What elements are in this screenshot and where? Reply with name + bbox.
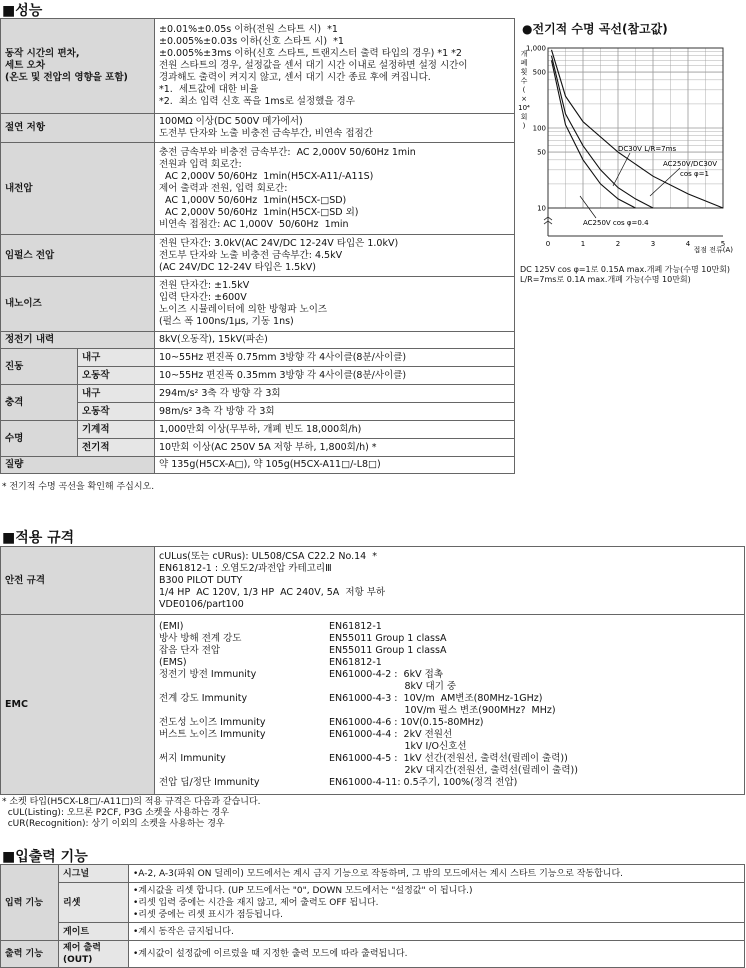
standards-notes: * 소켓 타입(H5CX-L8□/-A11□)의 적용 규격은 다음과 같습니다. cUL(Listing): 오므론 P2CF, P3G 소켓을 사용하는 경우 cUR(Recognition): 상기 이외의 소켓을 사용하는 경우	[2, 797, 261, 829]
life-sub-electrical: 전기적	[78, 439, 155, 457]
y-label-char: 개	[520, 50, 528, 58]
deviation-value: ±0.01%±0.05s 이하(전원 스타트 시) *1 ±0.005%±0.03s 이하(신호 스타트 시) *1 ±0.005%±3ms 이하(신호 스타트, 트랜지스터 출력 타입의 경우) *1 *2 전원 스타트의 경우, 설정값을 센서 대기 시간 이내로 설정하면 설정 시간이 경과해도 출력이 켜지지 않고, 센서 대기 시간 종료 후에 켜집니다. *1. 세트값에 대한 비율 *2. 최소 입력 신호 폭을 1ms로 설정했을 경우	[155, 19, 515, 114]
safety-value: cULus(또는 cURus): UL508/CSA C22.2 No.14 * EN61812-1 : 오염도2/과전압 카테고리Ⅲ B300 PILOT DUTY 1/4 HP AC 120V, 1/3 HP AC 240V, 5A 저항 부하 VDE0106/part100	[155, 547, 745, 615]
gate-label: 게이트	[59, 923, 129, 941]
output-function-label: 출력 기능	[1, 941, 59, 968]
weight-value: 약 135g(H5CX-A□), 약 105g(H5CX-A11□/-L8□)	[155, 457, 515, 474]
y-tick-label: 1,000	[525, 44, 546, 53]
leader-line-ac250-cos04	[580, 196, 596, 218]
noise-label: 내노이즈	[1, 277, 155, 332]
emc-label: EMC	[1, 615, 155, 795]
vibration-label: 진동	[1, 349, 78, 385]
control-output-value: •계시값이 설정값에 이르렀을 때 지정한 출력 모드에 따라 출력됩니다.	[129, 941, 745, 968]
standards-title: ■적용 규격	[2, 530, 75, 546]
shock-durability-value: 294m/s² 3축 각 방향 각 3회	[155, 385, 515, 403]
y-label-char: 횟	[520, 68, 528, 76]
y-tick-label: 10	[537, 204, 546, 213]
deviation-label: 동작 시간의 편차, 세트 오차 (온도 및 전압의 영향을 포함)	[1, 19, 155, 114]
standards-table	[0, 546, 745, 795]
chart-title: ●전기적 수명 곡선(참고값)	[522, 22, 668, 36]
input-function-label: 입력 기능	[1, 865, 59, 941]
life-curve-chart	[518, 36, 744, 292]
curve-label-ac250-cos04: AC250V cos φ=0.4	[583, 219, 649, 227]
shock-malfunction-value: 98m/s² 3축 각 방향 각 3회	[155, 403, 515, 421]
safety-label: 안전 규격	[1, 547, 155, 615]
y-label-char: 수	[520, 77, 528, 85]
life-label: 수명	[1, 421, 78, 457]
x-tick-label: 2	[615, 240, 621, 248]
chart-grid	[544, 48, 723, 236]
leader-line-ac250-dc30	[650, 168, 680, 196]
dielectric-label: 내전압	[1, 143, 155, 235]
performance-footnote: * 전기적 수명 곡선을 확인해 주십시오.	[2, 482, 155, 492]
x-tick-label: 1	[580, 240, 586, 248]
vibration-sub-malfunction: 오동작	[78, 367, 155, 385]
life-electrical-value: 10만회 이상(AC 250V 5A 저항 부하, 1,800회/h) *	[155, 439, 515, 457]
x-tick-label: 4	[685, 240, 691, 248]
performance-table	[0, 18, 515, 474]
vibration-malfunction-value: 10~55Hz 편진폭 0.35mm 3방향 각 4사이클(8분/사이클)	[155, 367, 515, 385]
weight-label: 질량	[1, 457, 155, 474]
y-label-char: ×	[521, 95, 527, 103]
reset-label: 리셋	[59, 883, 129, 923]
control-output-label: 제어 출력(OUT)	[59, 941, 129, 968]
insulation-label: 절연 저항	[1, 114, 155, 143]
chart-notes: DC 125V cos φ=1로 0.15A max.개폐 가능(수명 10만회) L/R=7ms로 0.1A max.개폐 가능(수명 10만회)	[520, 265, 731, 284]
impulse-label: 임펄스 전압	[1, 235, 155, 277]
reset-value: •계시값을 리셋 합니다. (UP 모드에서는 "0", DOWN 모드에서는 "설정값" 이 됩니다.) •리셋 입력 중에는 시간을 재지 않고, 제어 출력도 OFF 됩니다. •리셋 중에는 리셋 표시가 점등됩니다.	[129, 883, 745, 923]
y-label-char: 폐	[520, 59, 528, 67]
curve-label-cos1: cos φ=1	[680, 170, 709, 178]
chart-curves	[552, 50, 724, 218]
shock-label: 충격	[1, 385, 78, 421]
x-tick-label: 3	[650, 240, 656, 248]
io-table	[0, 864, 745, 968]
esd-label: 정전기 내력	[1, 332, 155, 349]
signal-value: •A-2, A-3(파워 ON 딜레이) 모드에서는 계시 금지 기능으로 작동하며, 그 밖의 모드에서는 계시 스타트 기능으로 작동합니다.	[129, 865, 745, 883]
curve-label-dc30: DC30V L/R=7ms	[618, 145, 677, 153]
shock-sub-durability: 내구	[78, 385, 155, 403]
shock-sub-malfunction: 오동작	[78, 403, 155, 421]
performance-title: ■성능	[2, 3, 43, 19]
y-label-char: (	[522, 86, 526, 94]
life-mechanical-value: 1,000만회 이상(무부하, 개폐 빈도 18,000회/h)	[155, 421, 515, 439]
noise-value: 전원 단자간: ±1.5kV 입력 단자간: ±600V 노이즈 시뮬레이터에 의한 방형파 노이즈 (펄스 폭 100ns/1μs, 기동 1ns)	[155, 277, 515, 332]
leader-line-dc30	[613, 153, 630, 186]
io-title: ■입출력 기능	[2, 849, 88, 865]
y-tick-label: 100	[532, 124, 546, 133]
insulation-value: 100MΩ 이상(DC 500V 메가에서) 도전부 단자와 노출 비충전 금속부간, 비연속 접점간	[155, 114, 515, 143]
chart-ylabel	[518, 49, 530, 130]
y-label-char: 회	[520, 113, 528, 121]
series-line-2	[552, 60, 636, 208]
life-sub-mechanical: 기계적	[78, 421, 155, 439]
y-tick-label: 50	[537, 148, 546, 157]
x-tick-label: 0	[545, 240, 551, 248]
curve-label-ac250-dc30: AC250V/DC30V	[663, 160, 718, 168]
series-line-1	[552, 50, 724, 208]
signal-label: 시그널	[59, 865, 129, 883]
vibration-sub-durability: 내구	[78, 349, 155, 367]
chart-xlabel: 접점 전류(A)	[693, 246, 733, 254]
gate-value: •계시 동작은 금지됩니다.	[129, 923, 745, 941]
x-tick-label: 5	[720, 240, 726, 248]
vibration-durability-value: 10~55Hz 편진폭 0.75mm 3방향 각 4사이클(8분/사이클)	[155, 349, 515, 367]
emc-value: (EMI) EN61812-1 방사 방해 전계 강도 EN55011 Group 1 classA 잡음 단자 전압 EN55011 Group 1 classA (EMS) EN61812-1 정전기 방전 Immunity EN61000-4-2 : 6kV 접촉 8kV 대기 중 전계 강도 Immunity EN61000-4-3 : 10V/m AM변조(80MHz-1GHz) 10V/m 펄스 변조(900MHz? MHz) 전도성 노이즈 Immunity EN61000-4-6 : 10V(0.15-80MHz) 버스트 노이즈 Immunity EN61000-4-4 : 2kV 전원선 1kV I/O신호선 써지 Immunity EN61000-4-5 : 1kV 선간(전원선, 출력선(릴레이 출력)) 2kV 대지간(전원선, 출력선(릴레이 출력)) 전압 딥/정단 Immunity EN61000-4-11: 0.5주기, 100%(정격 전압)	[155, 615, 745, 795]
impulse-value: 전원 단자간: 3.0kV(AC 24V/DC 12-24V 타입은 1.0kV) 전도부 단자와 노출 비충전 금속부간: 4.5kV (AC 24V/DC 12-24V 타입은 1.5kV)	[155, 235, 515, 277]
y-label-char: )	[522, 122, 526, 130]
esd-value: 8kV(오동작), 15kV(파손)	[155, 332, 515, 349]
y-tick-label: 500	[532, 68, 546, 77]
dielectric-value: 충전 금속부와 비충전 금속부간: AC 2,000V 50/60Hz 1min 전원과 입력 회로간: AC 2,000V 50/60Hz 1min(H5CX-A11/-A11S) 제어 출력과 전원, 입력 회로간: AC 1,000V 50/60Hz 1min(H5CX-□SD) AC 2,000V 50/60Hz 1min(H5CX-□SD 외) 비연속 접점간: AC 1,000V 50/60Hz 1min	[155, 143, 515, 235]
y-label-char: 10⁴	[518, 104, 530, 112]
